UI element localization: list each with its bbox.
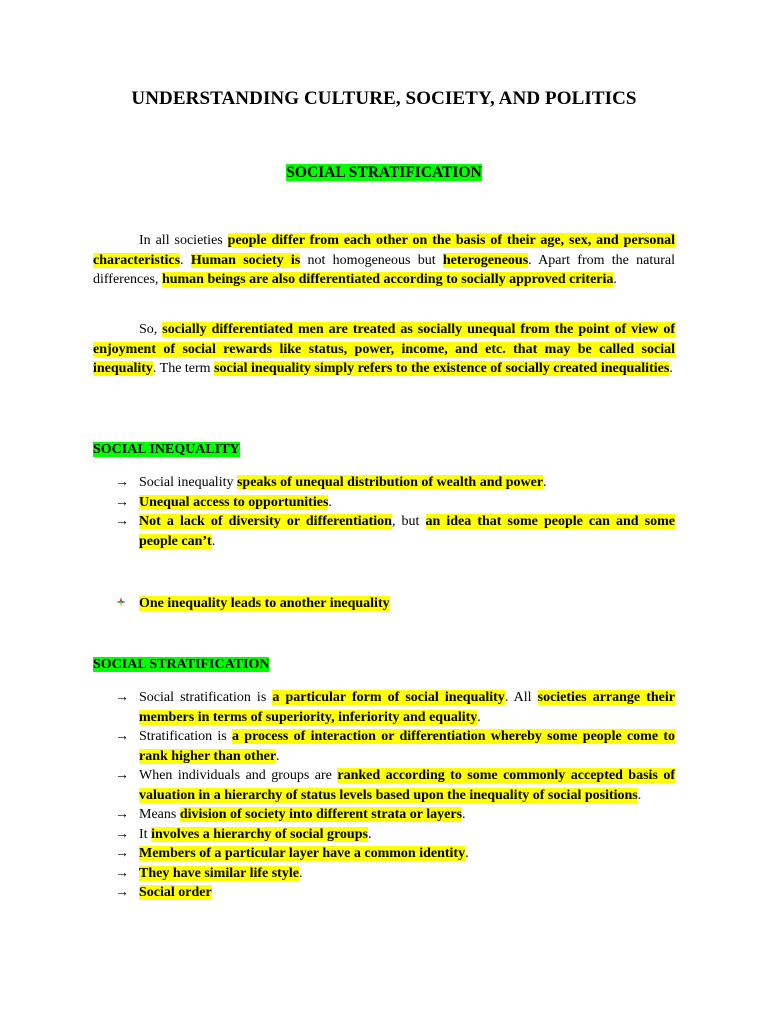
arrow-right-icon: → bbox=[115, 729, 129, 744]
list-item: → Members of a particular layer have a common identity. bbox=[115, 844, 675, 864]
list-item: → Social inequality speaks of unequal distribution of wealth and power. bbox=[115, 473, 675, 493]
arrow-right-icon: → bbox=[115, 885, 129, 900]
inequality-list bbox=[115, 473, 675, 551]
highlight: social inequality simply refers to the existence of socially created inequalities bbox=[214, 361, 670, 376]
list-item: → They have similar life style. bbox=[115, 864, 675, 884]
highlight: an idea that some people can and some people can’t bbox=[139, 514, 675, 549]
arrow-right-icon: → bbox=[115, 690, 129, 705]
list-item: → Not a lack of diversity or differentiation, but an idea that some people can and some people can’t. bbox=[115, 514, 675, 549]
list-item: → Social stratification is a particular form of social inequality. All societies arrange their members in terms of superiority, inferiority and equality. bbox=[115, 690, 675, 725]
highlight: Members of a particular layer have a common identity bbox=[139, 846, 466, 861]
paragraph-social-inequality: So, socially differentiated men are treated as socially unequal from the point of view of enjoyment of social rewards like status, power, income, and etc. that may be called social inequality. The term social inequality simply refers to the existence of socially created inequalities. bbox=[93, 322, 675, 376]
highlight: ranked according to some commonly accepted basis of valuation in a hierarchy of status levels based upon the inequality of social positions bbox=[139, 768, 676, 803]
heading-social-stratification: SOCIAL STRATIFICATION bbox=[93, 657, 270, 672]
list-item: → It involves a hierarchy of social groups. bbox=[115, 825, 675, 845]
highlight: human beings are also differentiated according to socially approved criteria bbox=[161, 272, 614, 287]
arrow-right-icon: → bbox=[115, 807, 129, 822]
list-item: → When individuals and groups are ranked according to some commonly accepted basis of valuation in a hierarchy of status levels based upon the inequality of social positions. bbox=[115, 768, 676, 803]
arrow-right-icon: → bbox=[115, 475, 129, 490]
highlight: a particular form of social inequality bbox=[272, 690, 505, 705]
special-bullet bbox=[115, 594, 390, 614]
highlight: societies arrange their members in terms of superiority, inferiority and equality bbox=[139, 690, 675, 725]
highlight: speaks of unequal distribution of wealth and power bbox=[236, 475, 544, 490]
highlight: heterogeneous bbox=[442, 252, 529, 268]
highlight: division of society into different strata or layers bbox=[179, 807, 462, 822]
arrow-right-icon: → bbox=[115, 514, 129, 529]
highlight: a process of interaction or differentiation whereby some people come to rank higher than other bbox=[139, 729, 675, 764]
stratification-list bbox=[115, 688, 675, 903]
section-title-social-stratification bbox=[0, 164, 768, 182]
list-item: → Means division of society into different strata or layers. bbox=[115, 805, 675, 825]
document-title: UNDERSTANDING CULTURE, SOCIETY, AND POLITICS bbox=[131, 88, 637, 109]
arrow-right-icon: → bbox=[115, 846, 129, 861]
arrow-right-icon: → bbox=[115, 865, 129, 881]
special-bullet-text: One inequality leads to another inequality bbox=[139, 596, 390, 611]
highlight: Human society is bbox=[190, 252, 301, 268]
highlight: They have similar life style bbox=[139, 865, 299, 881]
arrow-right-icon: → bbox=[115, 826, 129, 842]
list-item: → Unequal access to opportunities. bbox=[115, 493, 675, 513]
heading-social-inequality: SOCIAL INEQUALITY bbox=[93, 442, 240, 457]
arrow-right-icon: → bbox=[115, 494, 129, 510]
highlight: involves a hierarchy of social groups bbox=[151, 826, 368, 842]
highlight: Social order bbox=[139, 885, 212, 900]
list-item: → Stratification is a process of interaction or differentiation whereby some people come to rank higher than other. bbox=[115, 729, 675, 764]
list-item bbox=[115, 883, 675, 903]
highlight: Unequal access to opportunities bbox=[139, 494, 329, 510]
four-color-bullet-icon bbox=[115, 594, 139, 614]
highlight: people differ from each other on the basis of their age, sex, and personal characteristics bbox=[93, 233, 675, 268]
paragraph-intro: In all societies people differ from each other on the basis of their age, sex, and personal characteristics. Human society is not homogeneous but heterogeneous. Apart from the natural differences, human beings are also differentiated according to socially approved criteria. bbox=[93, 233, 676, 287]
section-title-text: SOCIAL STRATIFICATION bbox=[286, 164, 482, 181]
highlight: Not a lack of diversity or differentiation bbox=[139, 514, 392, 529]
highlight: socially differentiated men are treated as socially unequal from the point of view of enjoyment of social rewards like status, power, income, and etc. that may be called social inequality bbox=[93, 322, 675, 376]
arrow-right-icon: → bbox=[115, 768, 129, 783]
